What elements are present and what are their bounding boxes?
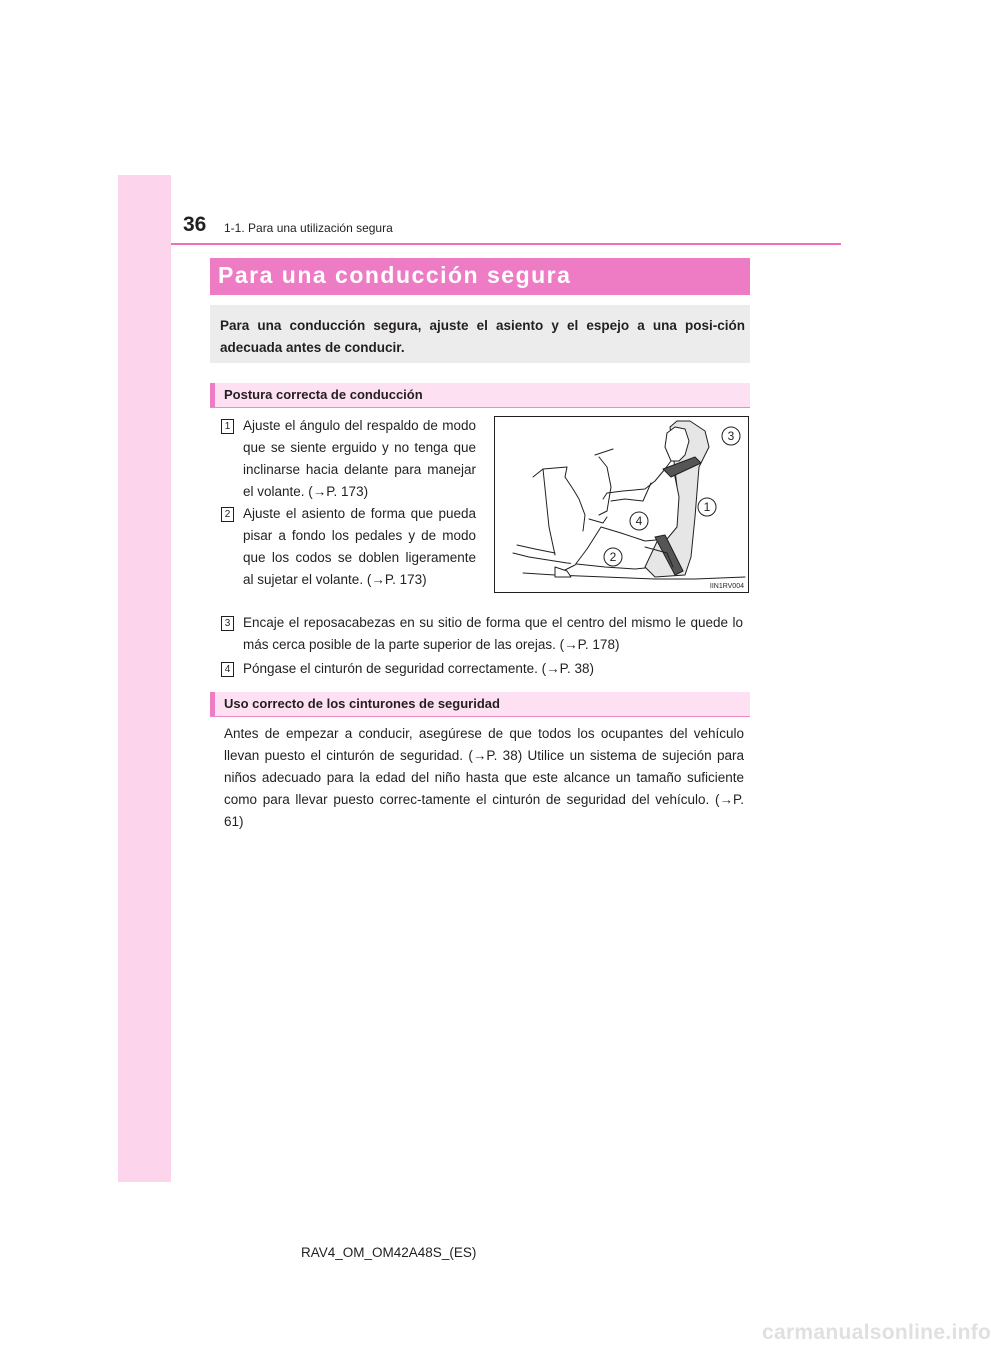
page-title: Para una conducción segura [218,262,572,288]
title-bar [210,258,750,295]
item-number-2: 2 [221,507,234,522]
page-number: 36 [183,213,207,236]
subheading-label: Uso correcto de los cinturones de seguridad [224,696,500,711]
item-number-1: 1 [221,419,234,434]
item-text-4: Póngase el cinturón de seguridad correctamente. (→P. 38) [243,661,594,676]
callout-4: 4 [635,514,643,528]
callout-2: 2 [609,550,617,564]
subheading-label: Postura correcta de conducción [224,387,423,402]
subheading-driving-posture [210,383,750,408]
footer-code: RAV4_OM_OM42A48S_(ES) [301,1245,477,1260]
watermark: carmanualsonline.info [762,1321,991,1344]
item-text-3: Encaje el reposacabezas en su sitio de forma que el centro del mismo le quede lo más cerca posible de la parte superior de las orejas. (→P. 178) [243,615,743,652]
item-text-1: Ajuste el ángulo del respaldo de modo que se siente erguido y no tenga que inclinarse hacia delante para manejar el volante. (→P. 173) [243,418,476,499]
callout-3: 3 [727,429,735,443]
figure-code: IIN1RV004 [709,583,744,590]
item-number-4: 4 [221,662,234,677]
section-reference: 1-1. Para una utilización segura [224,221,393,235]
intro-box [210,305,750,363]
seatbelt-paragraph: Antes de empezar a conducir, asegúrese de que todos los ocupantes del vehículo llevan puesto el cinturón de seguridad. (→P. 38) Utilice un sistema de sujeción para niños adecuado para la edad del niño hasta que este alcance un tamaño suficiente como para llevar puesto correc-tamente el cinturón de seguridad del vehículo. (→P. 61) [224,726,744,829]
side-strip [118,175,171,1182]
callout-1: 1 [703,500,711,514]
header-rule [171,243,841,245]
item-text-2: Ajuste el asiento de forma que pueda pisar a fondo los pedales y de modo que los codos se doblen ligeramente al sujetar el volante. (→P. 173) [243,506,476,587]
item-number-3: 3 [221,616,234,631]
intro-text: Para una conducción segura, ajuste el asiento y el espejo a una posi-ción adecuada antes de conducir. [220,318,745,355]
subheading-seatbelt-use [210,692,750,717]
driving-posture-illustration [494,416,749,593]
driver-seat-drawing [495,417,748,592]
